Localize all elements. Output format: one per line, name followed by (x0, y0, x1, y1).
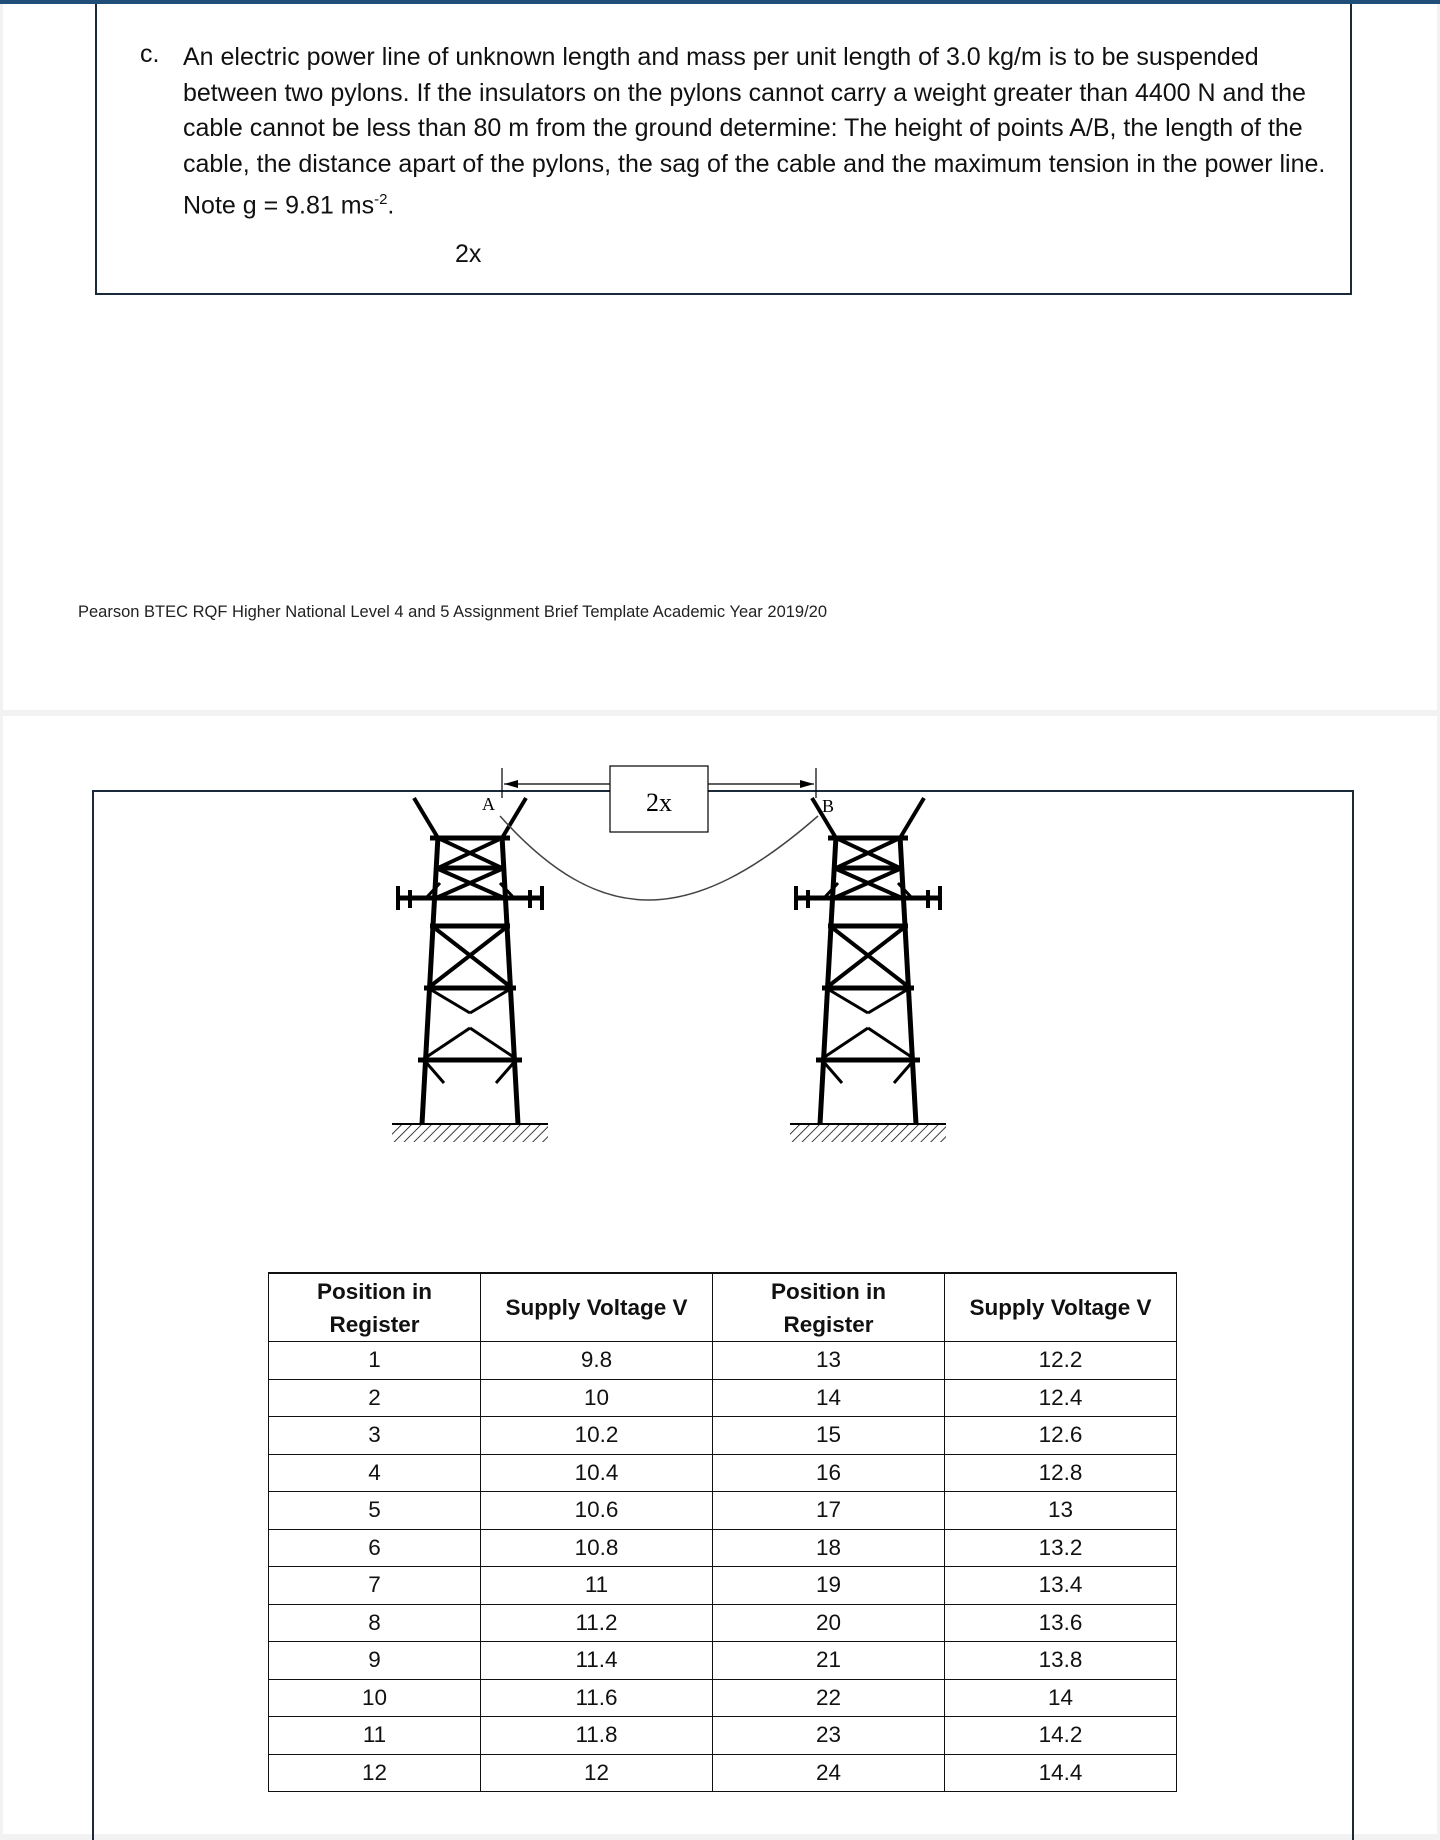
table-cell: 13 (945, 1492, 1177, 1530)
unit-exponent: -2 (374, 191, 388, 208)
question-letter: c. (140, 40, 160, 68)
table-cell: 12.4 (945, 1379, 1177, 1417)
table-cell: 21 (713, 1642, 945, 1680)
span-label: 2x (646, 788, 672, 817)
table-cell: 23 (713, 1717, 945, 1755)
table-cell: 10 (269, 1679, 481, 1717)
table-row (269, 1342, 1177, 1380)
table-cell: 11 (269, 1717, 481, 1755)
page-footer: Pearson BTEC RQF Higher National Level 4 and 5 Assignment Brief Template Academic Year 2019/20 (78, 603, 828, 621)
table-row (269, 1379, 1177, 1417)
table-cell: 14.2 (945, 1717, 1177, 1755)
table-cell: 12 (481, 1754, 713, 1792)
table-cell: 8 (269, 1604, 481, 1642)
table-body (269, 1342, 1177, 1792)
table-cell: 12.2 (945, 1342, 1177, 1380)
table-row (269, 1454, 1177, 1492)
table-cell: 1 (269, 1342, 481, 1380)
table-cell: 4 (269, 1454, 481, 1492)
table-cell: 10.4 (481, 1454, 713, 1492)
supply-voltage-table (268, 1272, 1177, 1792)
table-cell: 11.4 (481, 1642, 713, 1680)
question-body: An electric power line of unknown length and mass per unit length of 3.0 kg/m is to be suspended between two pylons. If the insulators on the pylons cannot carry a weight greater than 4400 N and the cable cannot be less than 80 m from the ground determine: The height of points A/B, the length of the cable, the distance apart of the pylons, the sag of the cable and the maximum tension in the power line. Note g = 9.81 ms (183, 43, 1326, 220)
right-pylon (790, 798, 946, 1142)
table-cell: 14.4 (945, 1754, 1177, 1792)
question-span-label: 2x (455, 240, 482, 268)
point-a-label: A (482, 794, 495, 814)
table-cell: 13.8 (945, 1642, 1177, 1680)
table-cell: 9.8 (481, 1342, 713, 1380)
table-cell: 13.2 (945, 1529, 1177, 1567)
table-cell: 11.8 (481, 1717, 713, 1755)
table-cell: 14 (945, 1679, 1177, 1717)
table-cell: 7 (269, 1567, 481, 1605)
table-row (269, 1679, 1177, 1717)
table-row (269, 1529, 1177, 1567)
table-cell: 19 (713, 1567, 945, 1605)
table-cell: 11.2 (481, 1604, 713, 1642)
question-end: . (387, 191, 395, 220)
table-cell: 9 (269, 1642, 481, 1680)
table-cell: 15 (713, 1417, 945, 1455)
left-pylon (392, 798, 548, 1142)
question-text (183, 40, 1343, 224)
table-cell: 10.2 (481, 1417, 713, 1455)
table-cell: 13 (713, 1342, 945, 1380)
table-cell: 3 (269, 1417, 481, 1455)
table-cell: 13.6 (945, 1604, 1177, 1642)
table-cell: 22 (713, 1679, 945, 1717)
table-cell: 17 (713, 1492, 945, 1530)
table-cell: 24 (713, 1754, 945, 1792)
page-one (3, 4, 1437, 710)
table-cell: 14 (713, 1379, 945, 1417)
table-cell: 11 (481, 1567, 713, 1605)
table-row (269, 1642, 1177, 1680)
table-row (269, 1492, 1177, 1530)
table-cell: 12.8 (945, 1454, 1177, 1492)
header-position-1: Position in Register (269, 1273, 481, 1342)
header-voltage-1: Supply Voltage V (481, 1273, 713, 1342)
table-cell: 12 (269, 1754, 481, 1792)
table-cell: 10.8 (481, 1529, 713, 1567)
table-cell: 6 (269, 1529, 481, 1567)
table-cell: 18 (713, 1529, 945, 1567)
table-row (269, 1417, 1177, 1455)
point-b-label: B (822, 796, 835, 816)
table-cell: 10.6 (481, 1492, 713, 1530)
header-voltage-2: Supply Voltage V (945, 1273, 1177, 1342)
table-cell: 10 (481, 1379, 713, 1417)
table-cell: 12.6 (945, 1417, 1177, 1455)
table-cell: 11.6 (481, 1679, 713, 1717)
header-position-2: Position in Register (713, 1273, 945, 1342)
table-row (269, 1754, 1177, 1792)
table-cell: 20 (713, 1604, 945, 1642)
table-row (269, 1604, 1177, 1642)
table-row (269, 1567, 1177, 1605)
table-cell: 16 (713, 1454, 945, 1492)
table-header-row (269, 1273, 1177, 1342)
pylon-diagram (370, 788, 950, 1168)
table-row (269, 1717, 1177, 1755)
table-cell: 5 (269, 1492, 481, 1530)
question-box (95, 4, 1352, 295)
table-cell: 13.4 (945, 1567, 1177, 1605)
table-cell: 2 (269, 1379, 481, 1417)
